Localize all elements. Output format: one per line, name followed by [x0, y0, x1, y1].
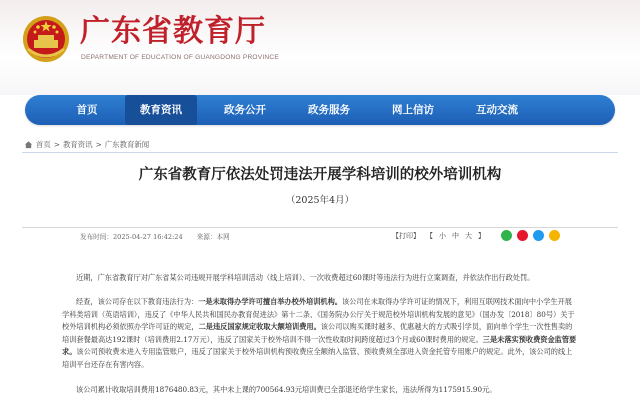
nav-item-home[interactable]: 首页	[76, 104, 98, 116]
qq-icon[interactable]	[533, 230, 544, 241]
nav-item-education-news[interactable]: 教育资讯	[125, 95, 197, 125]
article-tools	[392, 230, 560, 241]
para2-violation-1: 一是未取得办学许可擅自举办校外培训机构。	[198, 297, 342, 306]
weibo-icon[interactable]	[517, 230, 528, 241]
breadcrumb	[24, 139, 149, 150]
font-large-button[interactable]: 大	[465, 231, 472, 240]
breadcrumb-education-news[interactable]: 教育资讯	[63, 140, 93, 149]
nav-item-government-services[interactable]: 政务服务	[308, 104, 350, 116]
article-date: （2025年4月）	[285, 195, 355, 206]
nav-item-government-affairs[interactable]: 政务公开	[224, 104, 266, 116]
breadcrumb-home[interactable]: 首页	[36, 140, 51, 149]
para2-violation-3: 三是未落实预收费资金监管要求。	[62, 334, 577, 357]
site-subtitle: DEPARTMENT OF EDUCATION OF GUANGDONG PROVINCE	[81, 54, 279, 61]
article-title: 广东省教育厅依法处罚违法开展学科培训的校外培训机构	[138, 167, 502, 183]
wechat-icon[interactable]	[501, 230, 512, 241]
breadcrumb-divider	[22, 152, 618, 153]
breadcrumb-separator: >	[95, 140, 102, 149]
breadcrumb-guangdong-news[interactable]: 广东教育新闻	[104, 140, 150, 149]
article-paragraph-3: 该公司累计收取培训费用1876480.83元，其中未上课的700564.93元培训费已全部退还给学生家长，违法所得为1175915.90元。	[76, 385, 497, 394]
nav-item-interaction[interactable]: 互动交流	[476, 104, 518, 116]
para2-violation-2: 二是违反国家规定收取大额培训费用。	[198, 322, 321, 332]
nav-item-online-petition[interactable]: 网上信访	[392, 104, 434, 116]
para2-detail-3: 该公司预收费未进入专用监管账户，违反了国家关于校外培训机构预收费应全额纳入监管、预收费须全部进入资金托管专用账户的规定。此外，该公司的线上培训平台还存在有害内容。	[62, 347, 573, 369]
para2-intro: 经查，该公司存在以下教育违法行为：	[76, 297, 199, 306]
publish-time: 发布时间：2025-04-27 16:42:24	[80, 233, 183, 241]
para2-detail-2: 该公司以购买课时越多、优惠越大的方式吸引学员，面向单个学生一次性售卖的培训套餐最高达192课时（培训费用2.17万元），违反了国家关于校外培训不得一次性收取时间跨度超过3个月或60课时费用的规定。	[62, 322, 573, 344]
font-size-open-bracket: 【	[426, 231, 433, 240]
article-paragraph-2	[62, 296, 578, 372]
article-meta	[80, 231, 230, 241]
site-title[interactable]: 广东省教育厅	[80, 14, 266, 49]
font-size-close-bracket: 】	[478, 231, 485, 240]
meta-divider	[22, 227, 618, 228]
national-emblem-icon[interactable]	[20, 13, 72, 65]
breadcrumb-separator: >	[53, 140, 60, 149]
share-icons	[501, 230, 560, 241]
site-header	[0, 0, 640, 95]
article-paragraph-1: 近期，广东省教育厅对广东省某公司违规开展学科培训活动（线上培训）、一次收费超过60课时等违法行为进行立案调查，并依法作出行政处罚。	[76, 273, 535, 282]
qzone-icon[interactable]	[549, 230, 560, 241]
para2-detail-1: 该公司在未取得办学许可证的情况下，利用互联网技术面向中小学生开展学科类培训（英语培训），违反了《中华人民共和国民办教育促进法》第十二条、《国务院办公厅关于规范校外培训机构发展的意见》（国办发〔2018〕80号）关于校外培训机构必须依照办学许可证的规定，	[62, 297, 575, 332]
main-navbar	[25, 95, 615, 125]
font-small-button[interactable]: 小	[439, 231, 446, 240]
print-button[interactable]: 【打印】	[392, 231, 420, 240]
article-source: 来源：本网	[196, 233, 230, 241]
font-medium-button[interactable]: 中	[452, 231, 459, 240]
home-icon[interactable]	[24, 140, 33, 149]
